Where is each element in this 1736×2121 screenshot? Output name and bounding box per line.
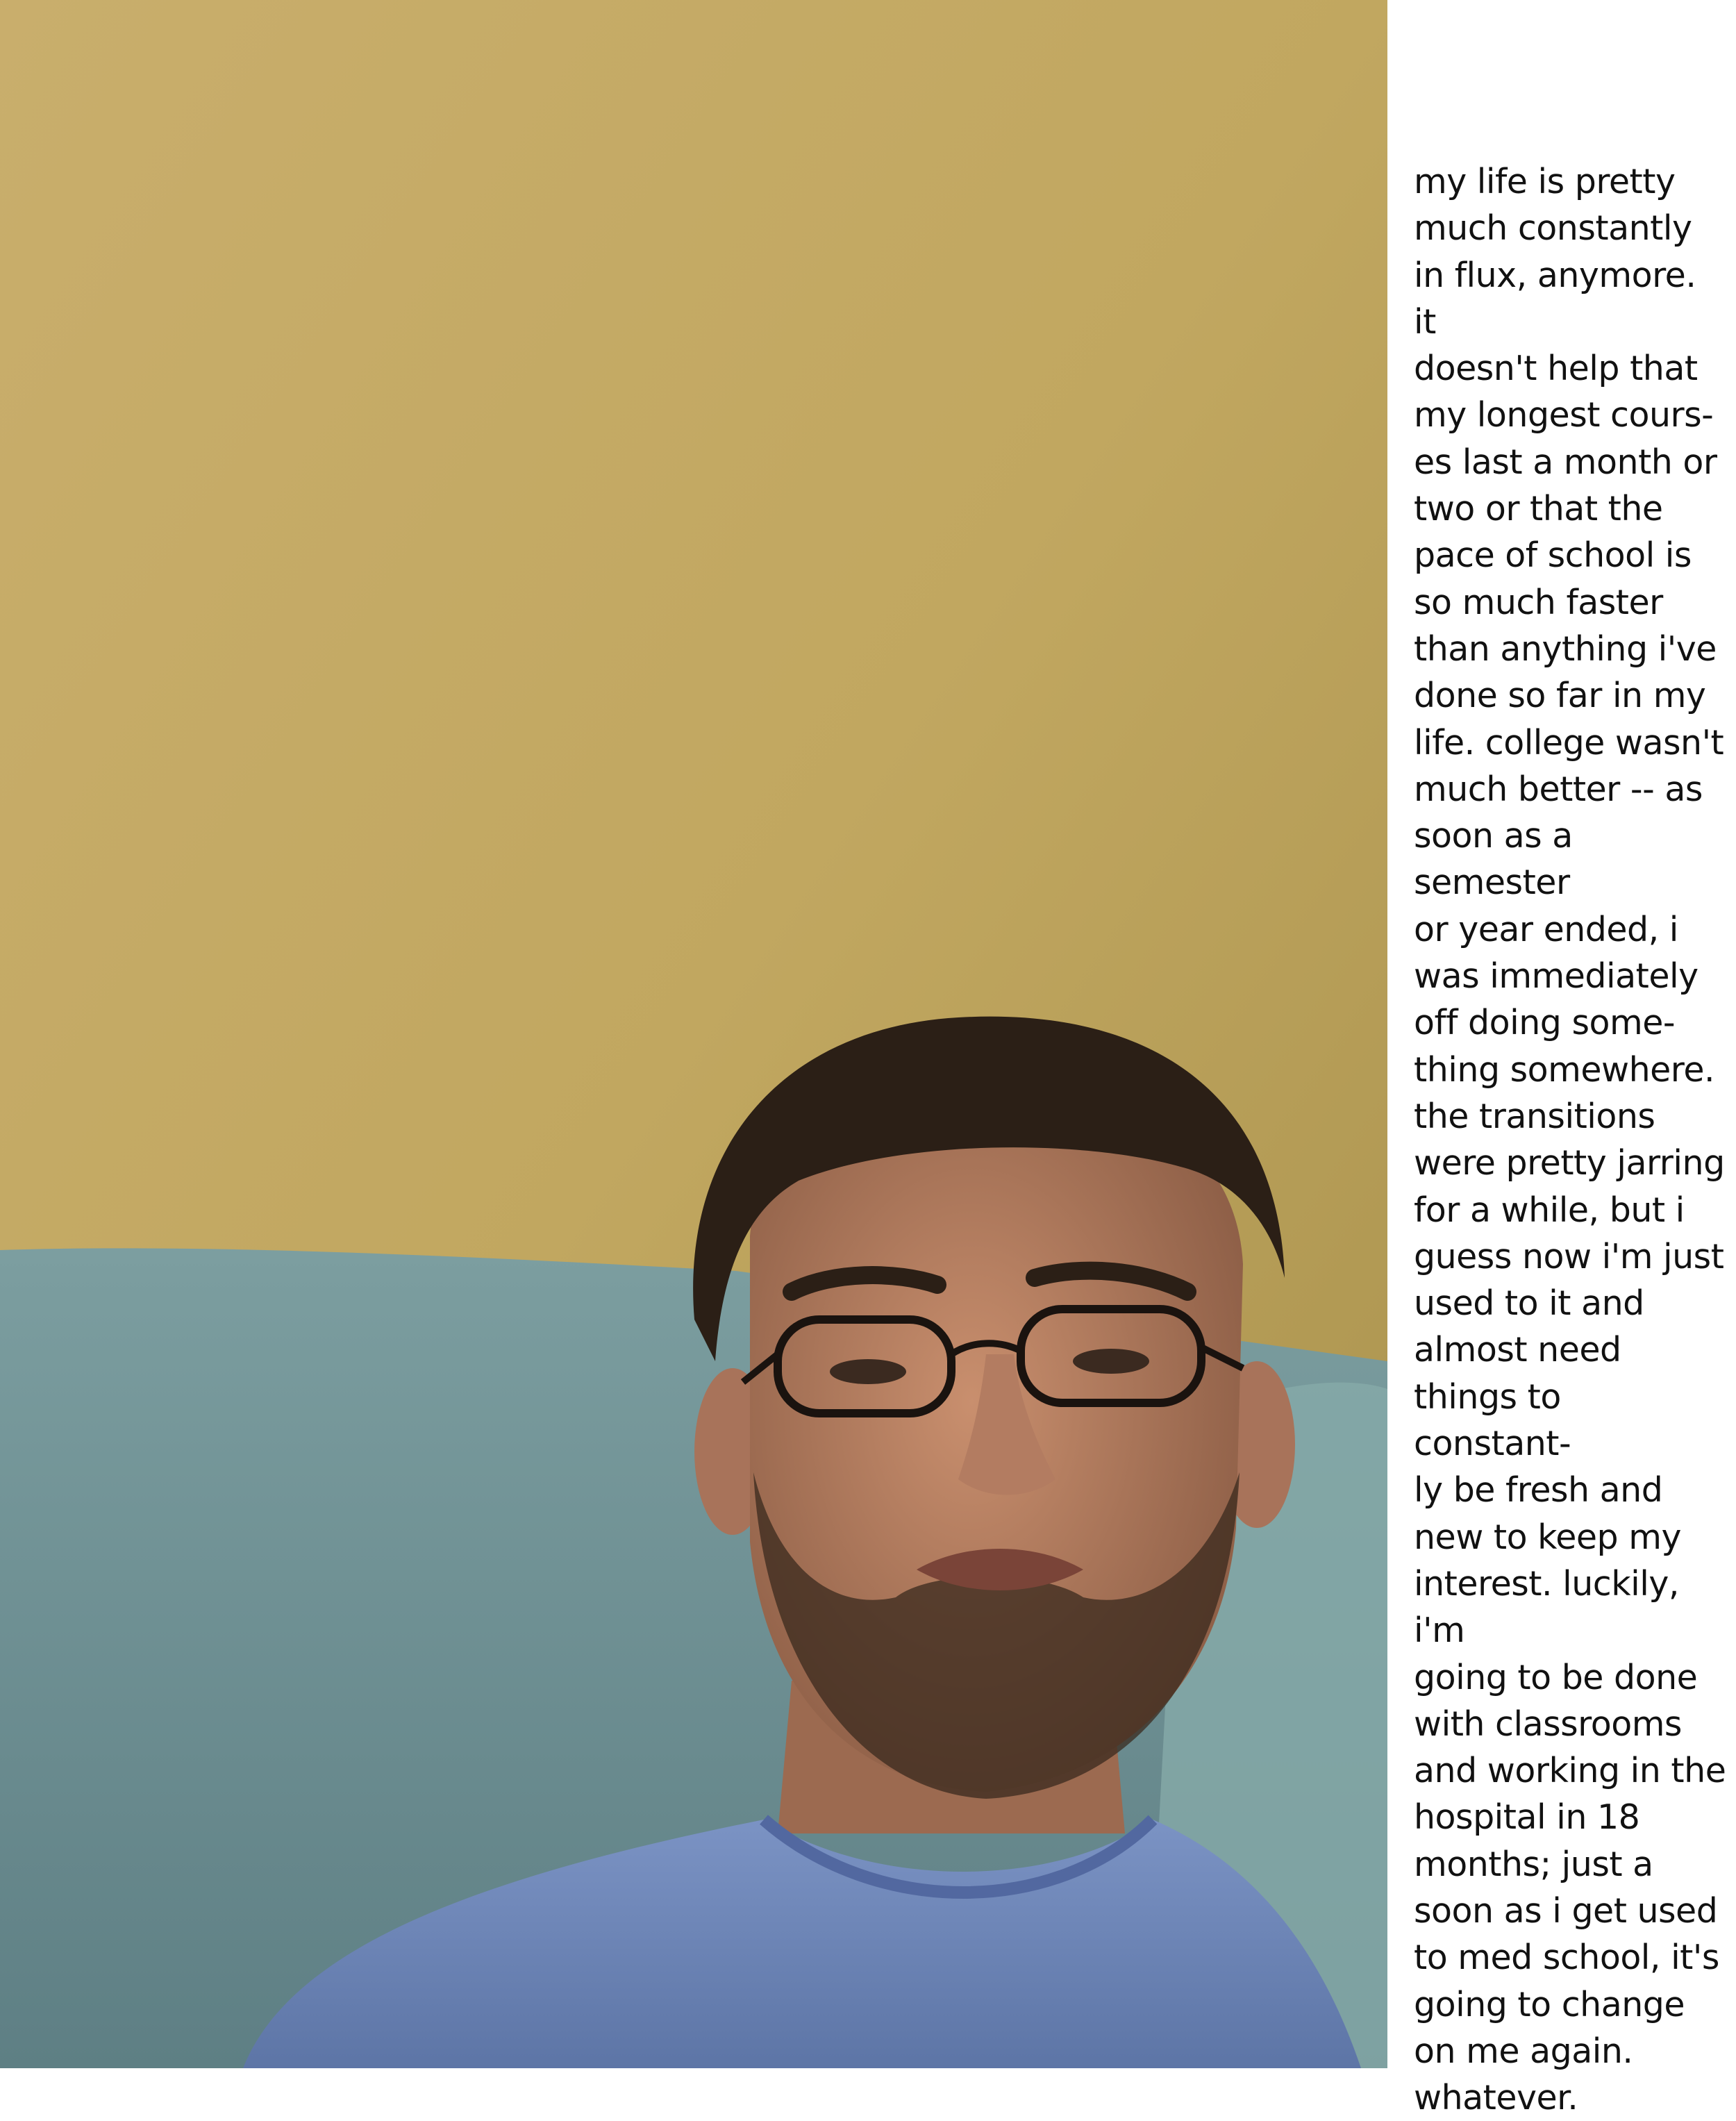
right-eye xyxy=(1073,1349,1149,1374)
caption-text: my life is pretty much constantly in flux, anymore. it doesn't help that my longest cours- es last a month or two or that the pace of school is so much faster than anything i've done so far in my life. college wasn't much better -- as soon as a semester or year ended, i was immediately off doing some- thing somewhere. the transitions were pretty jarring for a while, but i guess now i'm just used to it and almost need things to constant- ly be fresh and new to keep my interest. luckily, i'm going to be done with classrooms and working in the hospital in 18 months; just a soon as i get used to med school, it's going to change on me again. whatever. xyxy=(1414,162,1726,2118)
left-eye xyxy=(830,1359,906,1384)
